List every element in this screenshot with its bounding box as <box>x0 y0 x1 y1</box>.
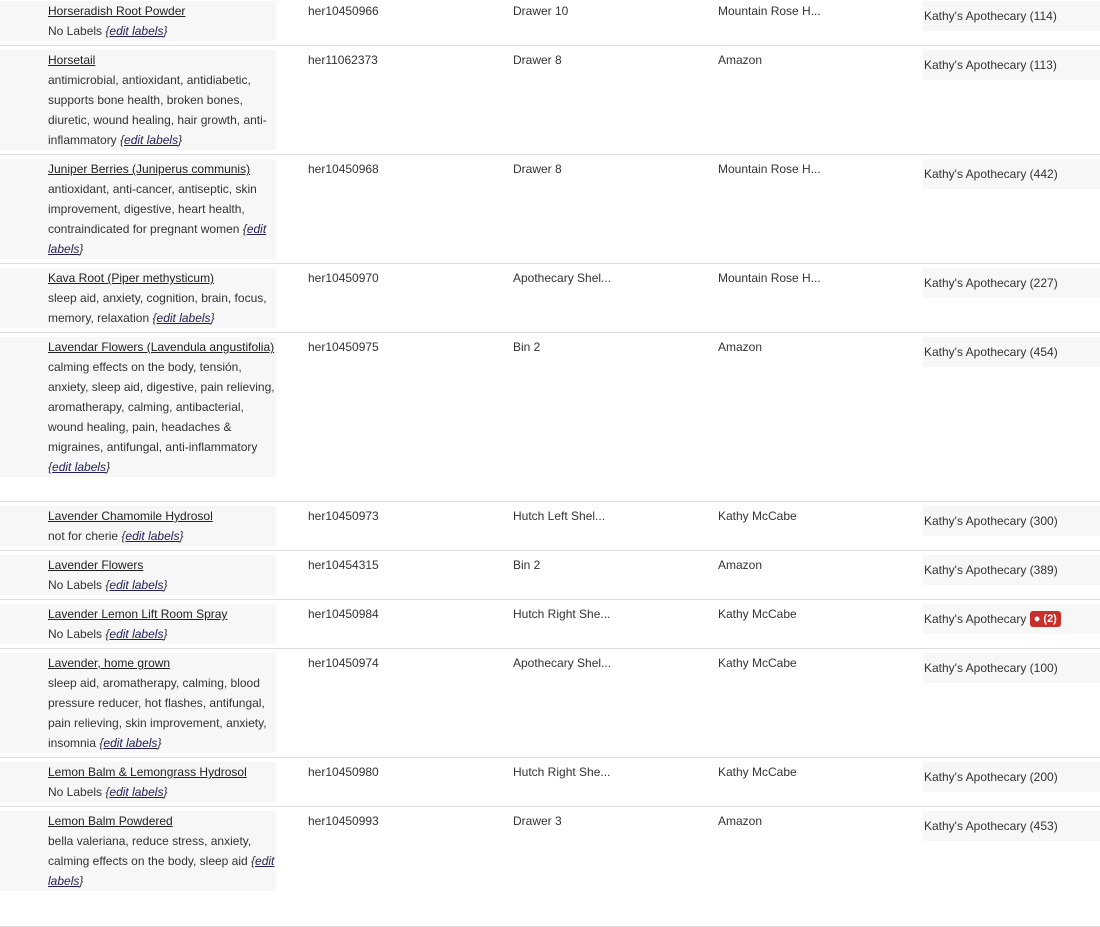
location-cell: Hutch Right She... <box>513 607 611 621</box>
item-name-cell <box>0 268 276 328</box>
inventory-text: Kathy's Apothecary (454) <box>924 345 1058 359</box>
inventory-cell <box>923 555 1100 585</box>
location-cell: Drawer 10 <box>513 4 569 18</box>
edit-labels-link[interactable]: edit labels <box>52 460 107 474</box>
item-name-link[interactable]: Lavendar Flowers (Lavendula angustifolia) <box>48 340 275 354</box>
item-name-cell <box>0 50 276 150</box>
item-labels: No Labels <box>48 627 103 641</box>
table-row <box>0 264 1100 333</box>
supplier-cell: Amazon <box>718 53 763 67</box>
inventory-cell <box>923 604 1100 634</box>
edit-labels-link[interactable]: edit labels <box>48 854 275 888</box>
item-labels: sleep aid, aromatherapy, calming, blood pressure reducer, hot flashes, antifungal, pain relieving, skin improvement, anxiety, insomnia <box>48 676 267 750</box>
item-name-link[interactable]: Kava Root (Piper methysticum) <box>48 271 215 285</box>
item-name-cell <box>0 1 276 41</box>
item-name-cell <box>0 159 276 259</box>
item-name-link[interactable]: Lavender Flowers <box>48 558 144 572</box>
location-cell: Apothecary Shel... <box>513 271 612 285</box>
edit-labels-link[interactable]: edit labels <box>109 785 164 799</box>
item-name-link[interactable]: Lavender Lemon Lift Room Spray <box>48 607 228 621</box>
inventory-cell <box>923 50 1100 80</box>
table-row <box>0 46 1100 155</box>
inventory-cell <box>923 159 1100 189</box>
supplier-cell: Amazon <box>718 558 763 572</box>
item-name-cell <box>0 811 276 891</box>
location-cell: Hutch Right She... <box>513 765 611 779</box>
inventory-cell <box>923 762 1100 792</box>
sku-cell: her10454315 <box>308 558 379 572</box>
table-row <box>0 0 1100 46</box>
inventory-text: Kathy's Apothecary (200) <box>924 770 1058 784</box>
edit-labels-wrapper: {edit labels} <box>105 627 168 641</box>
supplier-cell: Kathy McCabe <box>718 656 797 670</box>
edit-labels-link[interactable]: edit labels <box>103 736 158 750</box>
item-name-link[interactable]: Horseradish Root Powder <box>48 4 186 18</box>
inventory-text: Kathy's Apothecary (113) <box>924 58 1057 72</box>
location-cell: Bin 2 <box>513 340 541 354</box>
location-cell: Bin 2 <box>513 558 541 572</box>
inventory-text: Kathy's Apothecary (389) <box>924 563 1058 577</box>
edit-labels-link[interactable]: edit labels <box>125 529 180 543</box>
item-labels: No Labels <box>48 785 103 799</box>
edit-labels-link[interactable]: edit labels <box>156 311 211 325</box>
supplier-cell: Kathy McCabe <box>718 765 797 779</box>
item-labels: antimicrobial, antioxidant, antidiabetic, supports bone health, broken bones, diuretic, wound healing, hair growth, anti-inflammatory <box>48 73 267 147</box>
edit-labels-wrapper: {edit labels} <box>105 578 168 592</box>
sku-cell: her11062373 <box>308 53 378 67</box>
supplier-cell: Mountain Rose H... <box>718 4 821 18</box>
edit-labels-link[interactable]: edit labels <box>124 133 179 147</box>
item-labels: No Labels <box>48 24 103 38</box>
inventory-text: Kathy's Apothecary (453) <box>924 819 1058 833</box>
table-row <box>0 600 1100 649</box>
inventory-text: Kathy's Apothecary <box>924 612 1027 626</box>
table-row <box>0 649 1100 758</box>
item-name-link[interactable]: Lemon Balm & Lemongrass Hydrosol <box>48 765 247 779</box>
location-cell: Apothecary Shel... <box>513 656 612 670</box>
item-name-cell <box>0 604 276 644</box>
item-name-link[interactable]: Lemon Balm Powdered <box>48 814 173 828</box>
edit-labels-wrapper: {edit labels} <box>48 460 111 474</box>
supplier-cell: Mountain Rose H... <box>718 162 821 176</box>
sku-cell: her10450973 <box>308 509 379 523</box>
edit-labels-wrapper: {edit labels} <box>48 854 275 888</box>
supplier-cell: Kathy McCabe <box>718 509 797 523</box>
sku-cell: her10450966 <box>308 4 379 18</box>
inventory-cell <box>923 337 1100 367</box>
item-labels: antioxidant, anti-cancer, antiseptic, skin improvement, digestive, heart health, contraindicated for pregnant women <box>48 182 257 236</box>
inventory-cell <box>923 268 1100 298</box>
edit-labels-wrapper: {edit labels} <box>105 785 168 799</box>
edit-labels-wrapper: {edit labels} <box>152 311 215 325</box>
location-cell: Hutch Left Shel... <box>513 509 606 523</box>
item-labels: bella valeriana, reduce stress, anxiety, calming effects on the body, sleep aid <box>48 834 252 868</box>
edit-labels-wrapper: {edit labels} <box>120 133 183 147</box>
edit-labels-wrapper: {edit labels} <box>48 222 267 256</box>
inventory-text: Kathy's Apothecary (442) <box>924 167 1058 181</box>
item-name-cell <box>0 762 276 802</box>
edit-labels-link[interactable]: edit labels <box>109 578 164 592</box>
item-name-link[interactable]: Lavender Chamomile Hydrosol <box>48 509 213 523</box>
edit-labels-wrapper: {edit labels} <box>105 24 168 38</box>
sku-cell: her10450974 <box>308 656 379 670</box>
item-name-link[interactable]: Juniper Berries (Juniperus communis) <box>48 162 251 176</box>
edit-labels-link[interactable]: edit labels <box>109 24 164 38</box>
inventory-text: Kathy's Apothecary (227) <box>924 276 1058 290</box>
alert-count: (2) <box>1043 613 1057 625</box>
sku-cell: her10450993 <box>308 814 379 828</box>
table-row <box>0 155 1100 264</box>
table-row <box>0 758 1100 807</box>
edit-labels-link[interactable]: edit labels <box>109 627 164 641</box>
inventory-cell <box>923 506 1100 536</box>
item-name-cell <box>0 337 276 477</box>
item-name-link[interactable]: Lavender, home grown <box>48 656 171 670</box>
table-row <box>0 807 1100 927</box>
item-name-cell <box>0 506 276 546</box>
table-row <box>0 502 1100 551</box>
inventory-cell <box>923 653 1100 683</box>
table-row <box>0 551 1100 600</box>
supplier-cell: Mountain Rose H... <box>718 271 821 285</box>
inventory-cell <box>923 811 1100 841</box>
supplier-cell: Kathy McCabe <box>718 607 797 621</box>
sku-cell: her10450980 <box>308 765 379 779</box>
supplier-cell: Amazon <box>718 340 763 354</box>
supplier-cell: Amazon <box>718 814 763 828</box>
edit-labels-wrapper: {edit labels} <box>121 529 184 543</box>
sku-cell: her10450968 <box>308 162 379 176</box>
sku-cell: her10450975 <box>308 340 379 354</box>
edit-labels-link[interactable]: edit labels <box>48 222 267 256</box>
location-cell: Drawer 8 <box>513 53 562 67</box>
item-labels: No Labels <box>48 578 103 592</box>
inventory-text: Kathy's Apothecary (114) <box>924 9 1057 23</box>
sku-cell: her10450970 <box>308 271 379 285</box>
item-labels: calming effects on the body, tensión, anxiety, sleep aid, digestive, pain relieving, aromatherapy, calming, antibacterial, wound healing, pain, headaches & migraines, antifungal, anti-inflammatory <box>48 360 275 454</box>
inventory-cell <box>923 1 1100 31</box>
inventory-text: Kathy's Apothecary (300) <box>924 514 1058 528</box>
sku-cell: her10450984 <box>308 607 379 621</box>
item-labels: not for cherie <box>48 529 119 543</box>
edit-labels-wrapper: {edit labels} <box>99 736 162 750</box>
item-name-cell <box>0 653 276 753</box>
item-name-link[interactable]: Horsetail <box>48 53 96 67</box>
location-cell: Drawer 3 <box>513 814 562 828</box>
item-labels: sleep aid, anxiety, cognition, brain, focus, memory, relaxation <box>48 291 267 325</box>
inventory-text: Kathy's Apothecary (100) <box>924 661 1058 675</box>
location-cell: Drawer 8 <box>513 162 562 176</box>
table-row <box>0 333 1100 502</box>
item-name-cell <box>0 555 276 595</box>
alert-badge[interactable]: ● (2) <box>1030 611 1061 627</box>
